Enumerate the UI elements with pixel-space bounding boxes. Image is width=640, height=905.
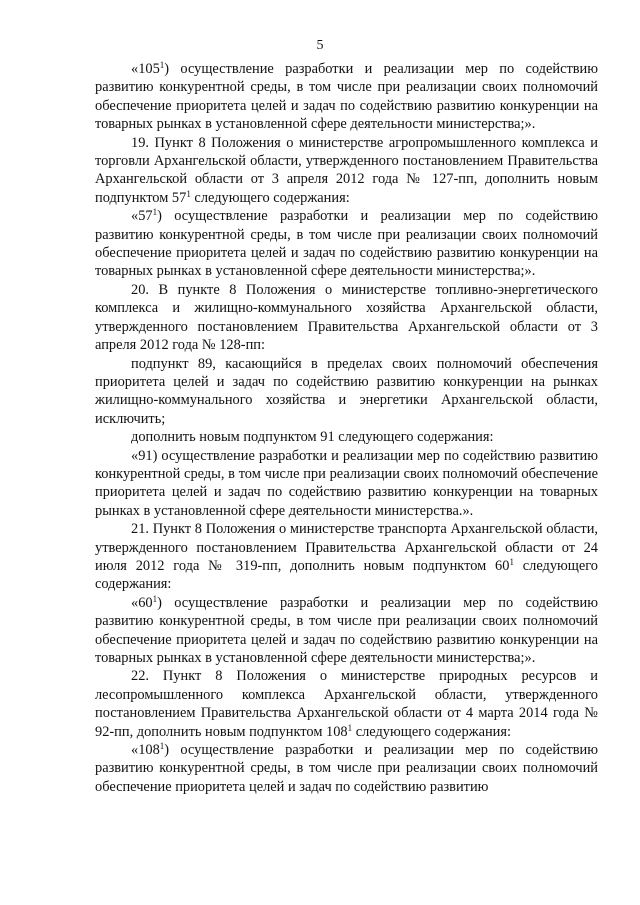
paragraph-text: «91) осуществление разработки и реализации мер по содействию развитию конкурентной среды, в том числе при реализации своих полномочий обеспечение приоритета целей и задач по содействию развитию конкуренции на товарных рынках в установленной сфере деятельности министерства.». (95, 447, 598, 519)
paragraph-text: дополнить новым подпунктом 91 следующего содержания: (131, 429, 494, 446)
paragraph (95, 355, 598, 429)
paragraph (95, 447, 598, 521)
document-body (95, 60, 598, 796)
paragraph (95, 428, 598, 446)
superscript: 1 (186, 188, 191, 199)
paragraph-text: 21. Пункт 8 Положения о министерстве транспорта Архангельской области, утвержденного постановлением Правительства Архангельской области от 24 июля 2012 года № 319-пп, дополнить новым подпунктом 60 (95, 521, 598, 574)
paragraph-text: следующего содержания: (352, 723, 511, 740)
paragraph (95, 207, 598, 281)
paragraph (95, 594, 598, 668)
paragraph (95, 60, 598, 134)
paragraph-text: ) осуществление разработки и реализации мер по содействию развитию конкурентной среды, в том числе при реализации своих полномочий обеспечение приоритета целей и задач по содействию развитию конкуренции на товарных рынках в установленной сфере деятельности министерства;». (95, 594, 598, 666)
paragraph-text: 19. Пункт 8 Положения о министерстве агропромышленного комплекса и торговли Архангельской области, утвержденного постановлением Правительства Архангельской области от 3 апреля 2012 года № 127-пп, дополнить новым подпунктом 57 (95, 134, 598, 206)
paragraph-text: 20. В пункте 8 Положения о министерстве топливно-энергетического комплекса и жилищно-коммунального хозяйства Архангельской области, утвержденного постановлением Правительства Архангельской области от 3 апреля 2012 года № 128-пп: (95, 281, 598, 354)
superscript: 1 (509, 556, 514, 567)
paragraph-text: ) осуществление разработки и реализации мер по содействию развитию конкурентной среды, в том числе при реализации своих полномочий обеспечение приоритета целей и задач по содействию развитию конкуренции на товарных рынках в установленной сфере деятельности министерства;». (95, 208, 598, 280)
superscript: 1 (152, 593, 158, 604)
paragraph (95, 741, 598, 796)
paragraph-text: «60 (131, 594, 153, 611)
page-number: 5 (316, 38, 324, 53)
paragraph-text: «57 (131, 208, 153, 225)
superscript: 1 (159, 741, 165, 752)
paragraph-text: следующего содержания: (190, 189, 350, 206)
superscript: 1 (347, 722, 353, 733)
paragraph (95, 281, 598, 355)
paragraph-text: 22. Пункт 8 Положения о министерстве природных ресурсов и лесопромышленного комплекса Архангельской области, утвержденного постановлением Правительства Архангельской области от 4 марта 2014 года № 92-пп, дополнить новым подпунктом 108 (95, 668, 598, 740)
superscript: 1 (152, 207, 158, 218)
paragraph (95, 520, 598, 594)
paragraph-text: следующего содержания: (95, 557, 598, 593)
paragraph (95, 134, 598, 208)
paragraph-text: ) осуществление разработки и реализации мер по содействию развитию конкурентной среды, в том числе при реализации своих полномочий обеспечение приоритета целей и задач по содействию развитию конкуренции на товарных рынках в установленной сфере деятельности министерства;». (95, 61, 598, 133)
paragraph (95, 667, 598, 741)
paragraph-text: «105 (131, 61, 160, 77)
superscript: 1 (159, 60, 165, 70)
paragraph-text: «108 (131, 742, 160, 759)
paragraph-text: подпункт 89, касающийся в пределах своих полномочий обеспечения приоритета целей и задач по содействию развитию конкуренции на рынках жилищно-коммунального хозяйства и энергетики Архангельской области, исключить; (95, 355, 598, 427)
paragraph-text: ) осуществление разработки и реализации мер по содействию развитию конкурентной среды, в том числе при реализации своих полномочий обеспечение приоритета целей и задач по содействию развитию (95, 742, 598, 795)
